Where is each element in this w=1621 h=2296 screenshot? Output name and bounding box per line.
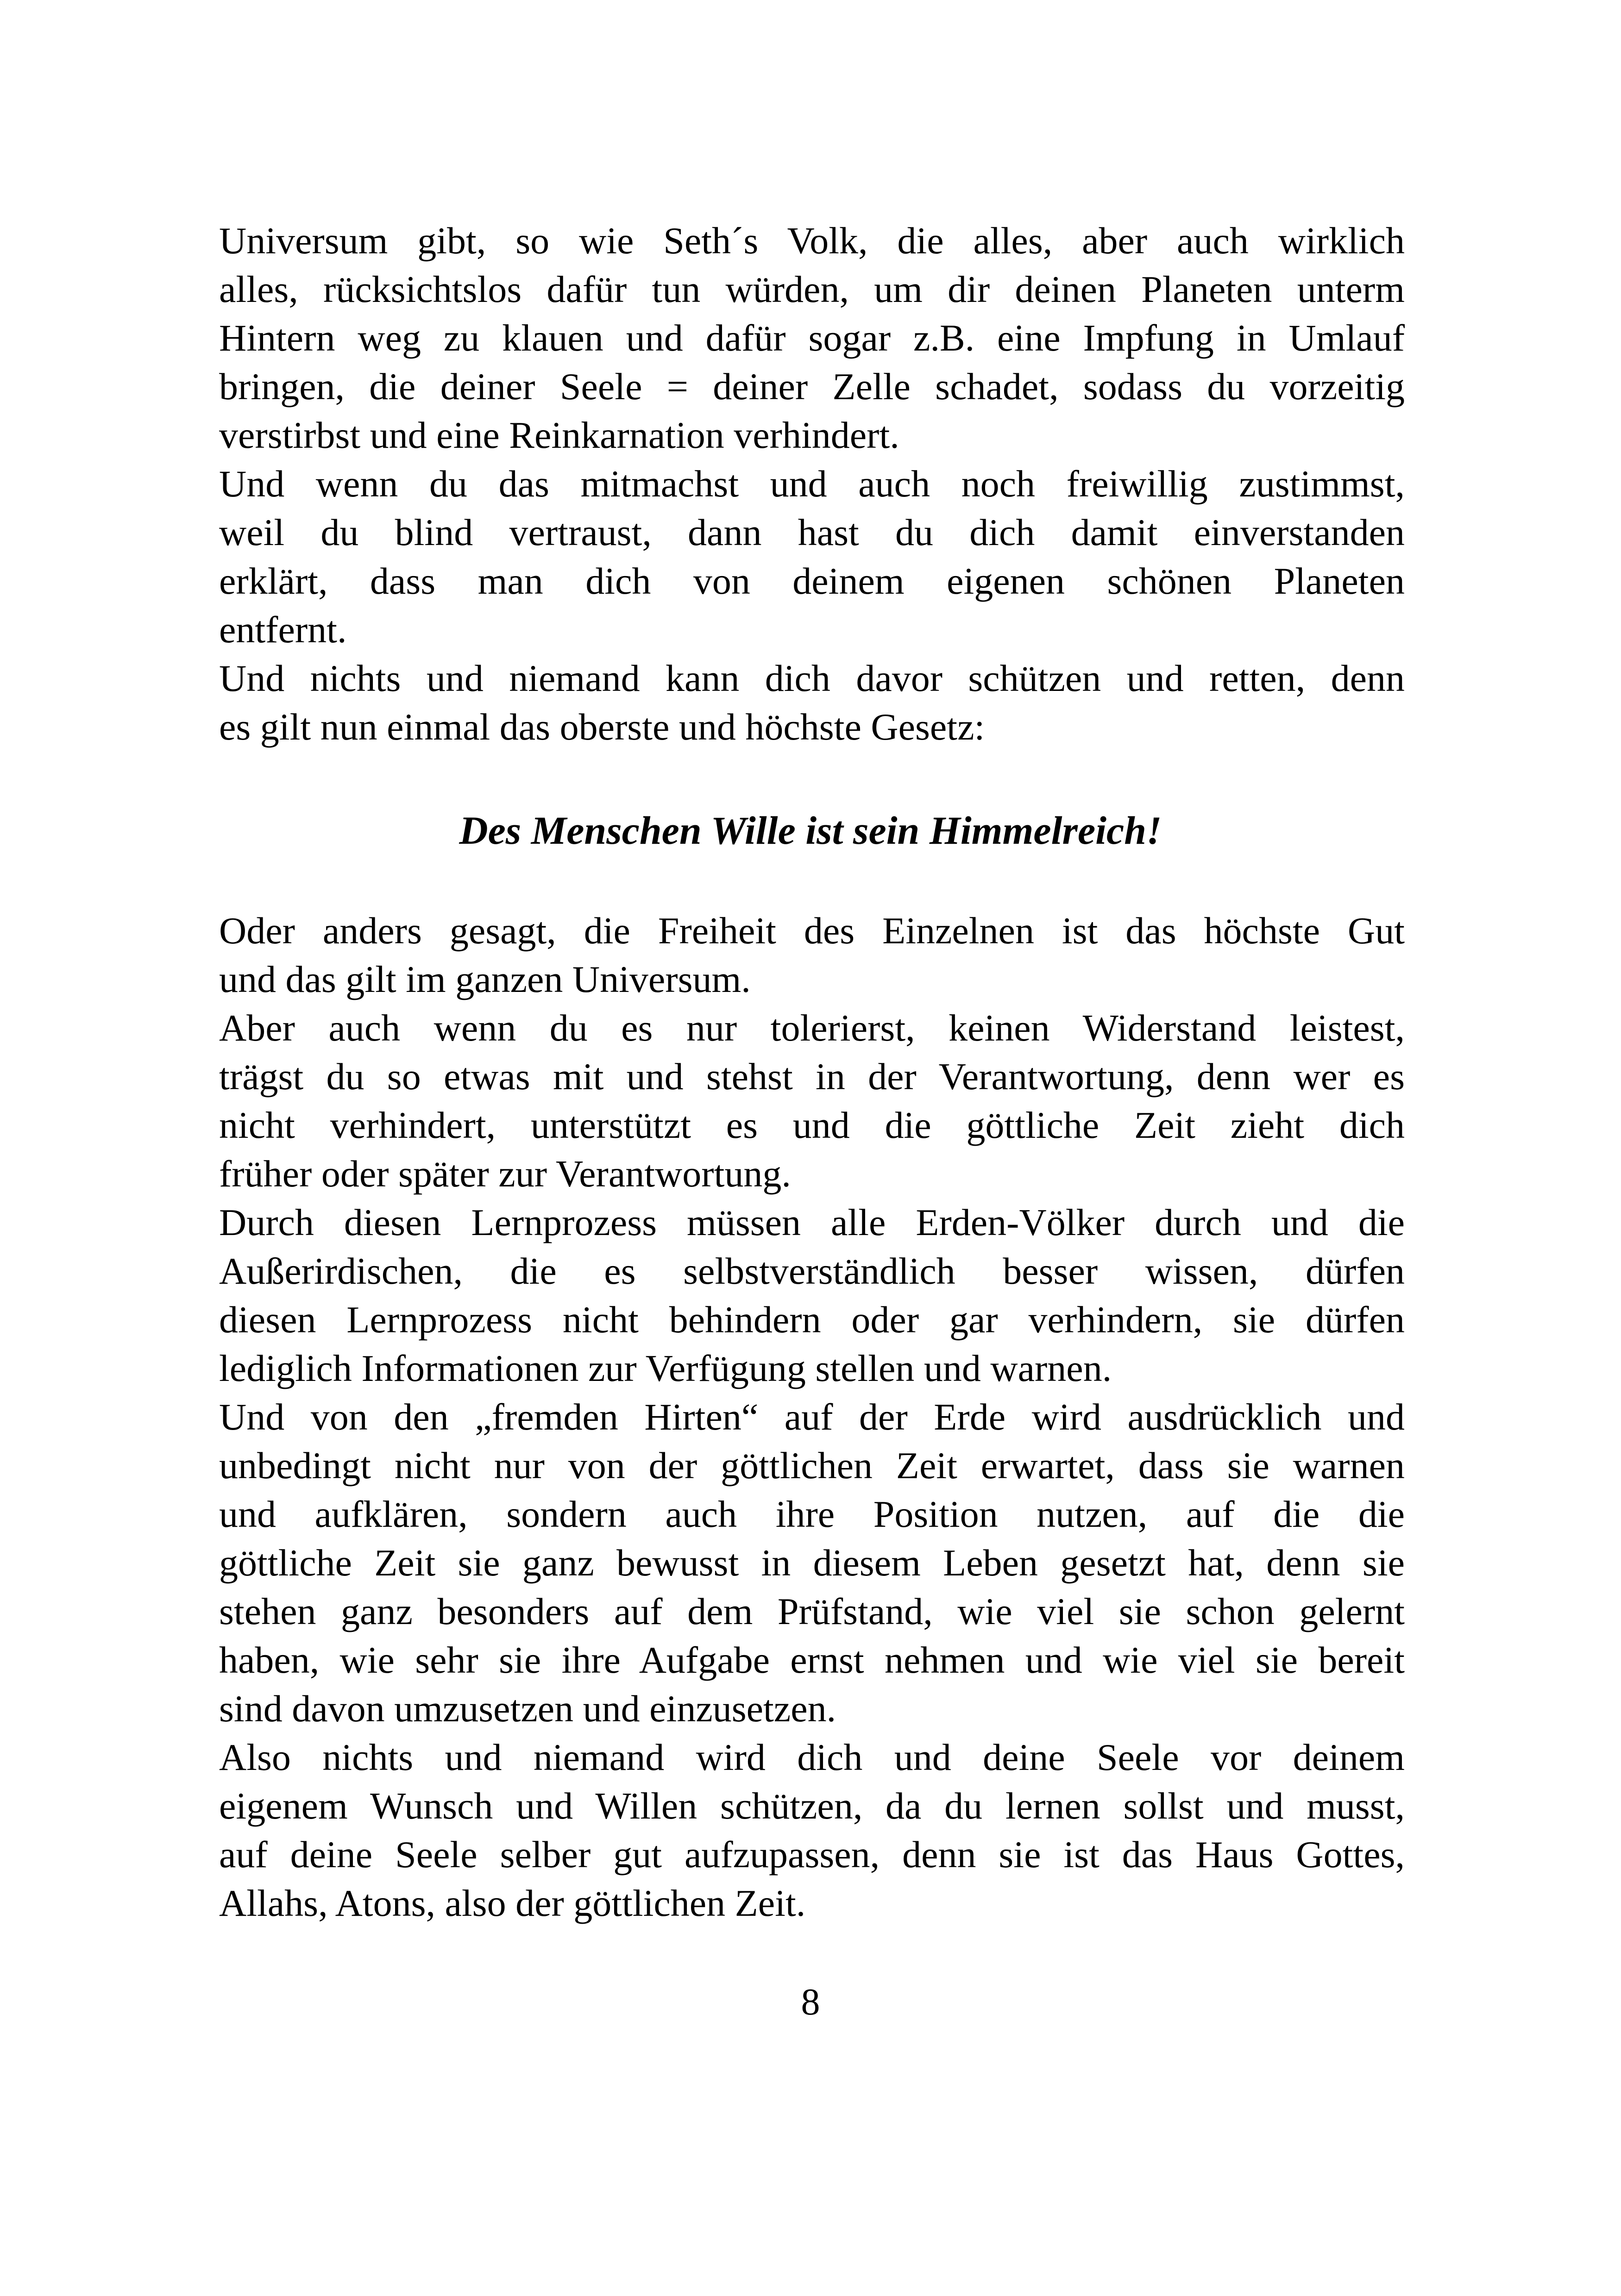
text-line: entfernt. [219, 609, 347, 651]
text-line: Oder anders gesagt, die Freiheit des Einzelnen ist das höchste Gut [219, 910, 1405, 952]
text-line: haben, wie sehr sie ihre Aufgabe ernst nehmen und wie viel sie bereit [219, 1639, 1405, 1681]
text-line: Und von den „fremden Hirten“ auf der Erde wird ausdrücklich und [219, 1396, 1405, 1438]
text-line: weil du blind vertraust, dann hast du dich damit einverstanden [219, 511, 1405, 553]
text-line: Also nichts und niemand wird dich und deine Seele vor deinem [219, 1736, 1405, 1778]
text-line: Aber auch wenn du es nur tolerierst, keinen Widerstand leistest, [219, 1007, 1405, 1049]
text-line: stehen ganz besonders auf dem Prüfstand, wie viel sie schon gelernt [219, 1590, 1405, 1632]
text-line: verstirbst und eine Reinkarnation verhindert. [219, 414, 899, 456]
text-line: unbedingt nicht nur von der göttlichen Zeit erwartet, dass sie warnen [219, 1444, 1405, 1487]
text-line: Und nichts und niemand kann dich davor schützen und retten, denn [219, 657, 1405, 699]
text-line: diesen Lernprozess nicht behindern oder gar verhindern, sie dürfen [219, 1299, 1405, 1341]
text-line: erklärt, dass man dich von deinem eigenen schönen Planeten [219, 560, 1405, 602]
text-line: es gilt nun einmal das oberste und höchste Gesetz: [219, 706, 985, 748]
text-line: Außerirdischen, die es selbstverständlich besser wissen, dürfen [219, 1250, 1405, 1292]
text-line: Allahs, Atons, also der göttlichen Zeit. [219, 1882, 806, 1924]
text-line: sind davon umzusetzen und einzusetzen. [219, 1687, 836, 1730]
text-line: früher oder später zur Verantwortung. [219, 1153, 791, 1195]
motto-heading: Des Menschen Wille ist sein Himmelreich! [459, 808, 1162, 853]
text-line: und das gilt im ganzen Universum. [219, 958, 751, 1000]
text-line: Universum gibt, so wie Seth´s Volk, die alles, aber auch wirklich [219, 220, 1405, 262]
text-line: alles, rücksichtslos dafür tun würden, um dir deinen Planeten unterm [219, 268, 1405, 310]
text-line: Hintern weg zu klauen und dafür sogar z.B. eine Impfung in Umlauf [219, 317, 1405, 359]
text-line: trägst du so etwas mit und stehst in der Verantwortung, denn wer es [219, 1055, 1405, 1098]
text-line: nicht verhindert, unterstützt es und die göttliche Zeit zieht dich [219, 1104, 1405, 1146]
text-line: göttliche Zeit sie ganz bewusst in diesem Leben gesetzt hat, denn sie [219, 1542, 1405, 1584]
text-line: und aufklären, sondern auch ihre Position nutzen, auf die die [219, 1493, 1405, 1535]
text-line: lediglich Informationen zur Verfügung stellen und warnen. [219, 1347, 1112, 1389]
text-line: eigenem Wunsch und Willen schützen, da du lernen sollst und musst, [219, 1785, 1405, 1827]
text-line: Und wenn du das mitmachst und auch noch freiwillig zustimmst, [219, 463, 1405, 505]
text-line: Durch diesen Lernprozess müssen alle Erden-Völker durch und die [219, 1201, 1405, 1243]
page-number: 8 [801, 1981, 820, 2023]
text-line: auf deine Seele selber gut aufzupassen, denn sie ist das Haus Gottes, [219, 1833, 1405, 1876]
text-line: bringen, die deiner Seele = deiner Zelle schadet, sodass du vorzeitig [219, 365, 1405, 408]
